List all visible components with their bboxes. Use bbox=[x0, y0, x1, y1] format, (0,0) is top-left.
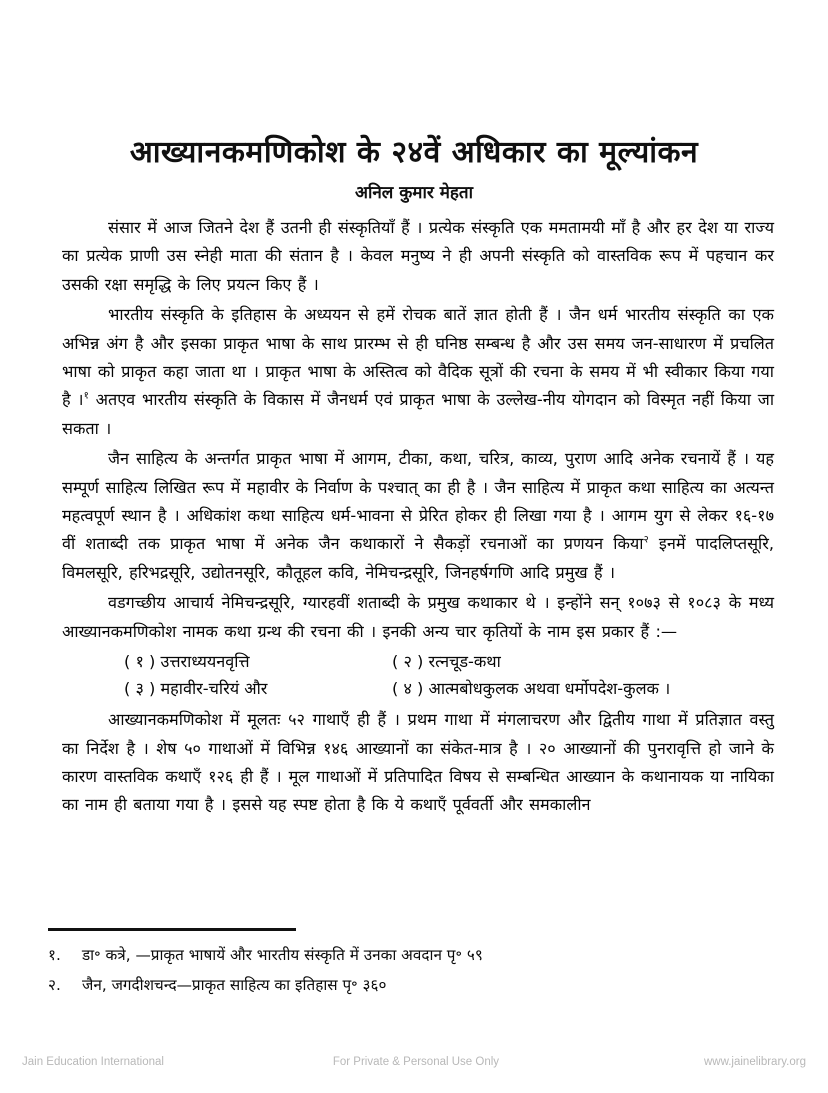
footnote-separator-rule bbox=[48, 928, 296, 931]
footnote-1-number: १. bbox=[48, 945, 61, 964]
page-title: आख्यानकमणिकोश के २४वें अधिकार का मूल्यांकन bbox=[129, 135, 699, 170]
list-item bbox=[62, 675, 774, 702]
footnote-2-number: २. bbox=[48, 975, 61, 994]
paragraph-2-part-b: अतएव भारतीय संस्कृति के विकास में जैनधर्म एवं प्राकृत भाषा के उल्लेख-नीय योगदान को विस्मृत नहीं किया जा सकता । bbox=[62, 390, 775, 438]
footnote-ref-2[interactable]: २ bbox=[643, 535, 649, 547]
works-list bbox=[62, 648, 774, 702]
footnote-2 bbox=[48, 970, 780, 1000]
paragraph-5: आख्यानकमणिकोश में मूलतः ५२ गाथाएँ ही हैं । प्रथम गाथा में मंगलाचरण और द्वितीय गाथा में प्रतिज्ञात वस्तु का निर्देश है । शेष ५० गाथाओं में विभिन्न १४६ आख्यानों का संकेत-मात्र है । २० आख्यानों की पुनरावृत्ति हो जाने के कारण वास्तविक कथाएँ १२६ ही हैं । मूल गाथाओं में प्रतिपादित विषय से सम्बन्धित आख्यान के कथानायक या नायिका का नाम ही बताया गया है । इससे यह स्पष्ट होता है कि ये कथाएँ पूर्ववर्ती और समकालीन bbox=[62, 710, 774, 815]
footnote-2-text: जैन, जगदीशचन्द—प्राकृत साहित्य का इतिहास पृ॰ ३६० bbox=[82, 975, 387, 994]
article-body bbox=[62, 214, 774, 822]
works-item-4: ( ४ ) आत्मबोधकुलक अथवा धर्मोपदेश-कुलक । bbox=[392, 679, 671, 699]
paragraph-2-part-a: भारतीय संस्कृति के इतिहास के अध्ययन से हमें रोचक बातें ज्ञात होती हैं । जैन धर्म भारतीय संस्कृति का एक अभिन्न अंग है और इसका प्राकृत भाषा के साथ प्रारम्भ से ही घनिष्ठ सम्बन्ध है और उस समय जन-साधारण में प्रचलित भाषा को प्राकृत कहा जाता था । प्राकृत भाषा के अस्तित्व को वैदिक सूत्रों की रचना के समय में भी स्वीकार किया गया है । bbox=[62, 305, 774, 410]
footnote-1-text: डा॰ कत्रे, —प्राकृत भाषायें और भारतीय संस्कृति में उनका अवदान पृ॰ ५९ bbox=[82, 945, 483, 964]
footnote-area bbox=[48, 928, 780, 1000]
author-byline: अनिल कुमार मेहता bbox=[354, 182, 474, 203]
footnote-1 bbox=[48, 940, 780, 970]
works-item-2: ( २ ) रत्नचूड-कथा bbox=[392, 652, 501, 672]
footer-usage-notice: For Private & Personal Use Only bbox=[332, 1056, 500, 1068]
paragraph-1: संसार में आज जितने देश हैं उतनी ही संस्कृतियाँ हैं । प्रत्येक संस्कृति एक ममतामयी माँ है और हर देश या राज्य का प्रत्येक प्राणी उस स्नेही माता की संतान है । केवल मनुष्य ने ही अपनी संस्कृति को वास्तविक रूप में पहचान कर उसकी रक्षा समृद्धि के लिए प्रयत्न किए हैं । bbox=[62, 218, 774, 294]
paragraph-2 bbox=[62, 301, 774, 443]
paragraph-3-part-b: इनमें पादलिप्तसूरि, विमलसूरि, हरिभद्रसूरि, उद्योतनसूरि, कौतूहल कवि, नेमिचन्द्रसूरि, जिनहर्षगणि आदि प्रमुख हैं । bbox=[62, 534, 774, 582]
works-item-1: ( १ ) उत्तराध्ययनवृत्ति bbox=[124, 652, 250, 672]
works-item-3: ( ३ ) महावीर-चरियं और bbox=[124, 679, 268, 699]
paragraph-3-part-a: जैन साहित्य के अन्तर्गत प्राकृत भाषा में आगम, टीका, कथा, चरित्र, काव्य, पुराण आदि अनेक रचनायें हैं । यह सम्पूर्ण साहित्य लिखित रूप में महावीर के निर्वाण के पश्चात् का ही है । जैन साहित्य में प्राकृत कथा साहित्य का अत्यन्त महत्वपूर्ण स्थान है । अधिकांश कथा साहित्य धर्म-भावना से प्रेरित होकर ही लिखा गया है । आगम युग से लेकर १६-१७ वीं शताब्दी तक प्राकृत भाषा में अनेक जैन कथाकारों ने सैकड़ों रचनाओं का प्रणयन किया bbox=[62, 449, 774, 554]
list-item bbox=[62, 648, 774, 675]
paragraph-4: वडगच्छीय आचार्य नेमिचन्द्रसूरि, ग्यारहवीं शताब्दी के प्रमुख कथाकार थे । इन्होंने सन् १०७३ से १०८३ के मध्य आख्यानकमणिकोश नामक कथा ग्रन्थ की रचना की । इनकी अन्य चार कृतियों के नाम इस प्रकार हैं :— bbox=[62, 593, 774, 641]
footnote-ref-1[interactable]: १ bbox=[83, 391, 89, 403]
page-footer bbox=[0, 1056, 828, 1068]
title-block bbox=[48, 136, 780, 203]
footer-website-link[interactable]: www.jainelibrary.org bbox=[703, 1056, 806, 1068]
paragraph-3 bbox=[62, 445, 774, 587]
footer-organization: Jain Education International bbox=[22, 1056, 164, 1068]
